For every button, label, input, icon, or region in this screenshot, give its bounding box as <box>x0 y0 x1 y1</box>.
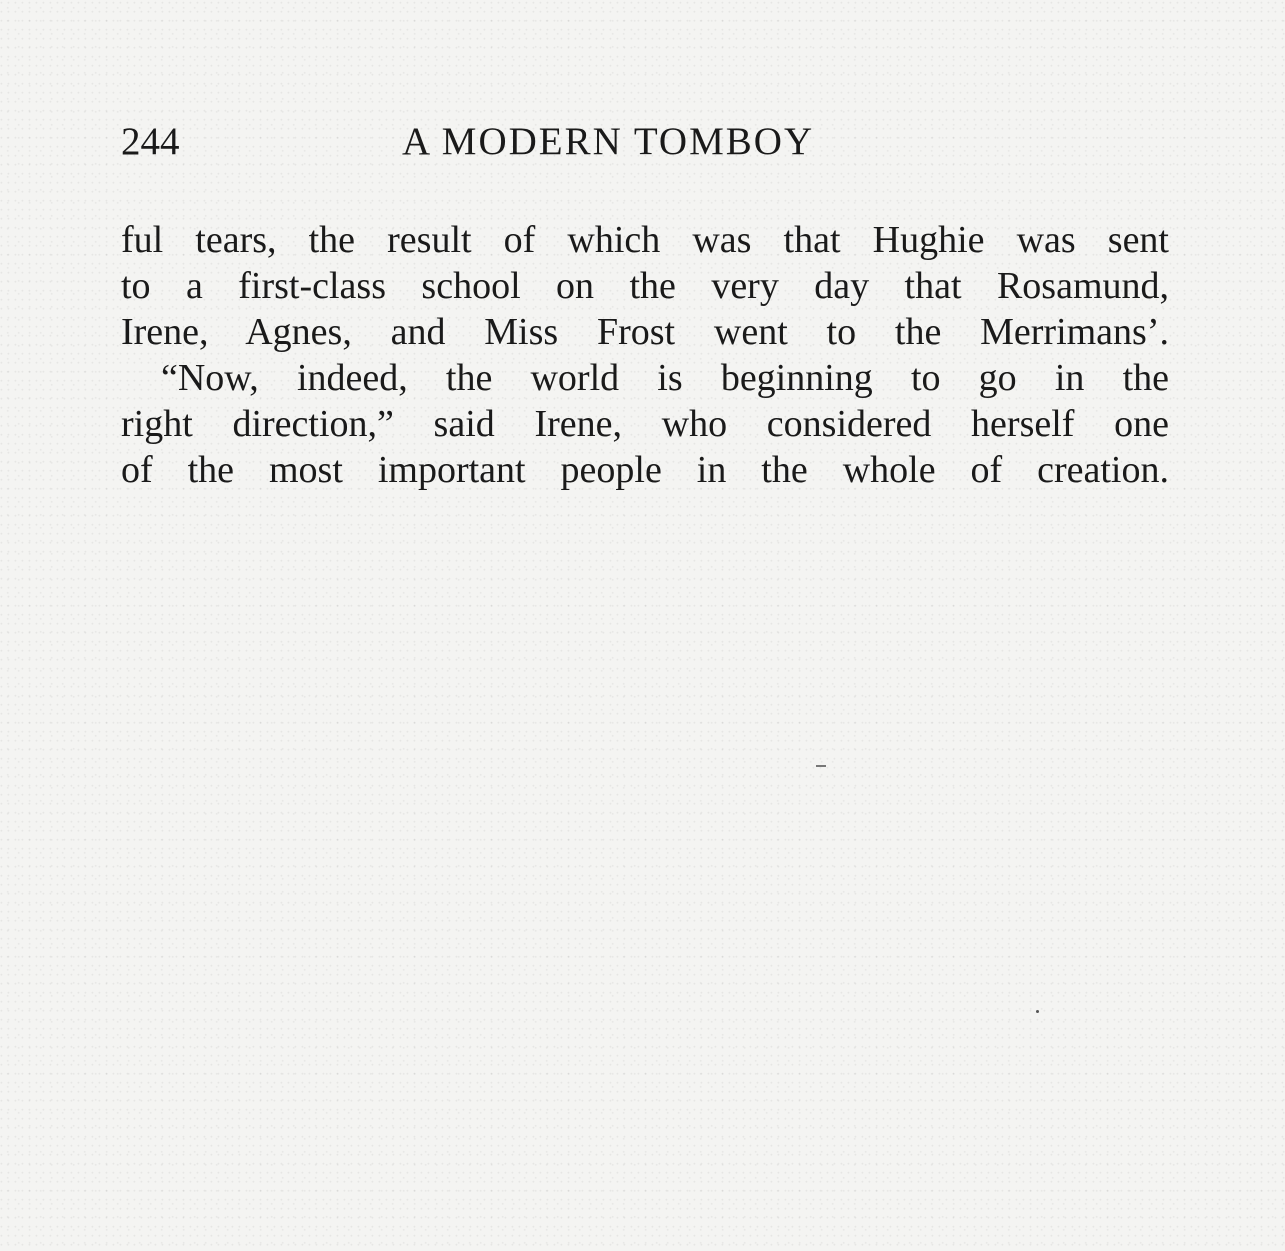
body-text <box>121 217 1169 493</box>
text-line: Irene, Agnes, and Miss Frost went to the Merrimans’. <box>121 311 1169 353</box>
text-line: “Now, indeed, the world is beginning to go in the <box>161 357 1169 399</box>
text-line: right direction,” said Irene, who considered herself one <box>121 403 1169 445</box>
text-line: ful tears, the result of which was that Hughie was sent <box>121 219 1169 261</box>
text-line: to a first-class school on the very day that Rosamund, <box>121 265 1169 307</box>
book-title: A MODERN TOMBOY <box>402 120 815 163</box>
page-number: 244 <box>121 120 180 163</box>
speck-dot <box>1036 1010 1039 1013</box>
running-head <box>121 118 891 168</box>
speck-mark <box>816 765 826 767</box>
text-line: of the most important people in the whole of creation. <box>121 449 1169 491</box>
